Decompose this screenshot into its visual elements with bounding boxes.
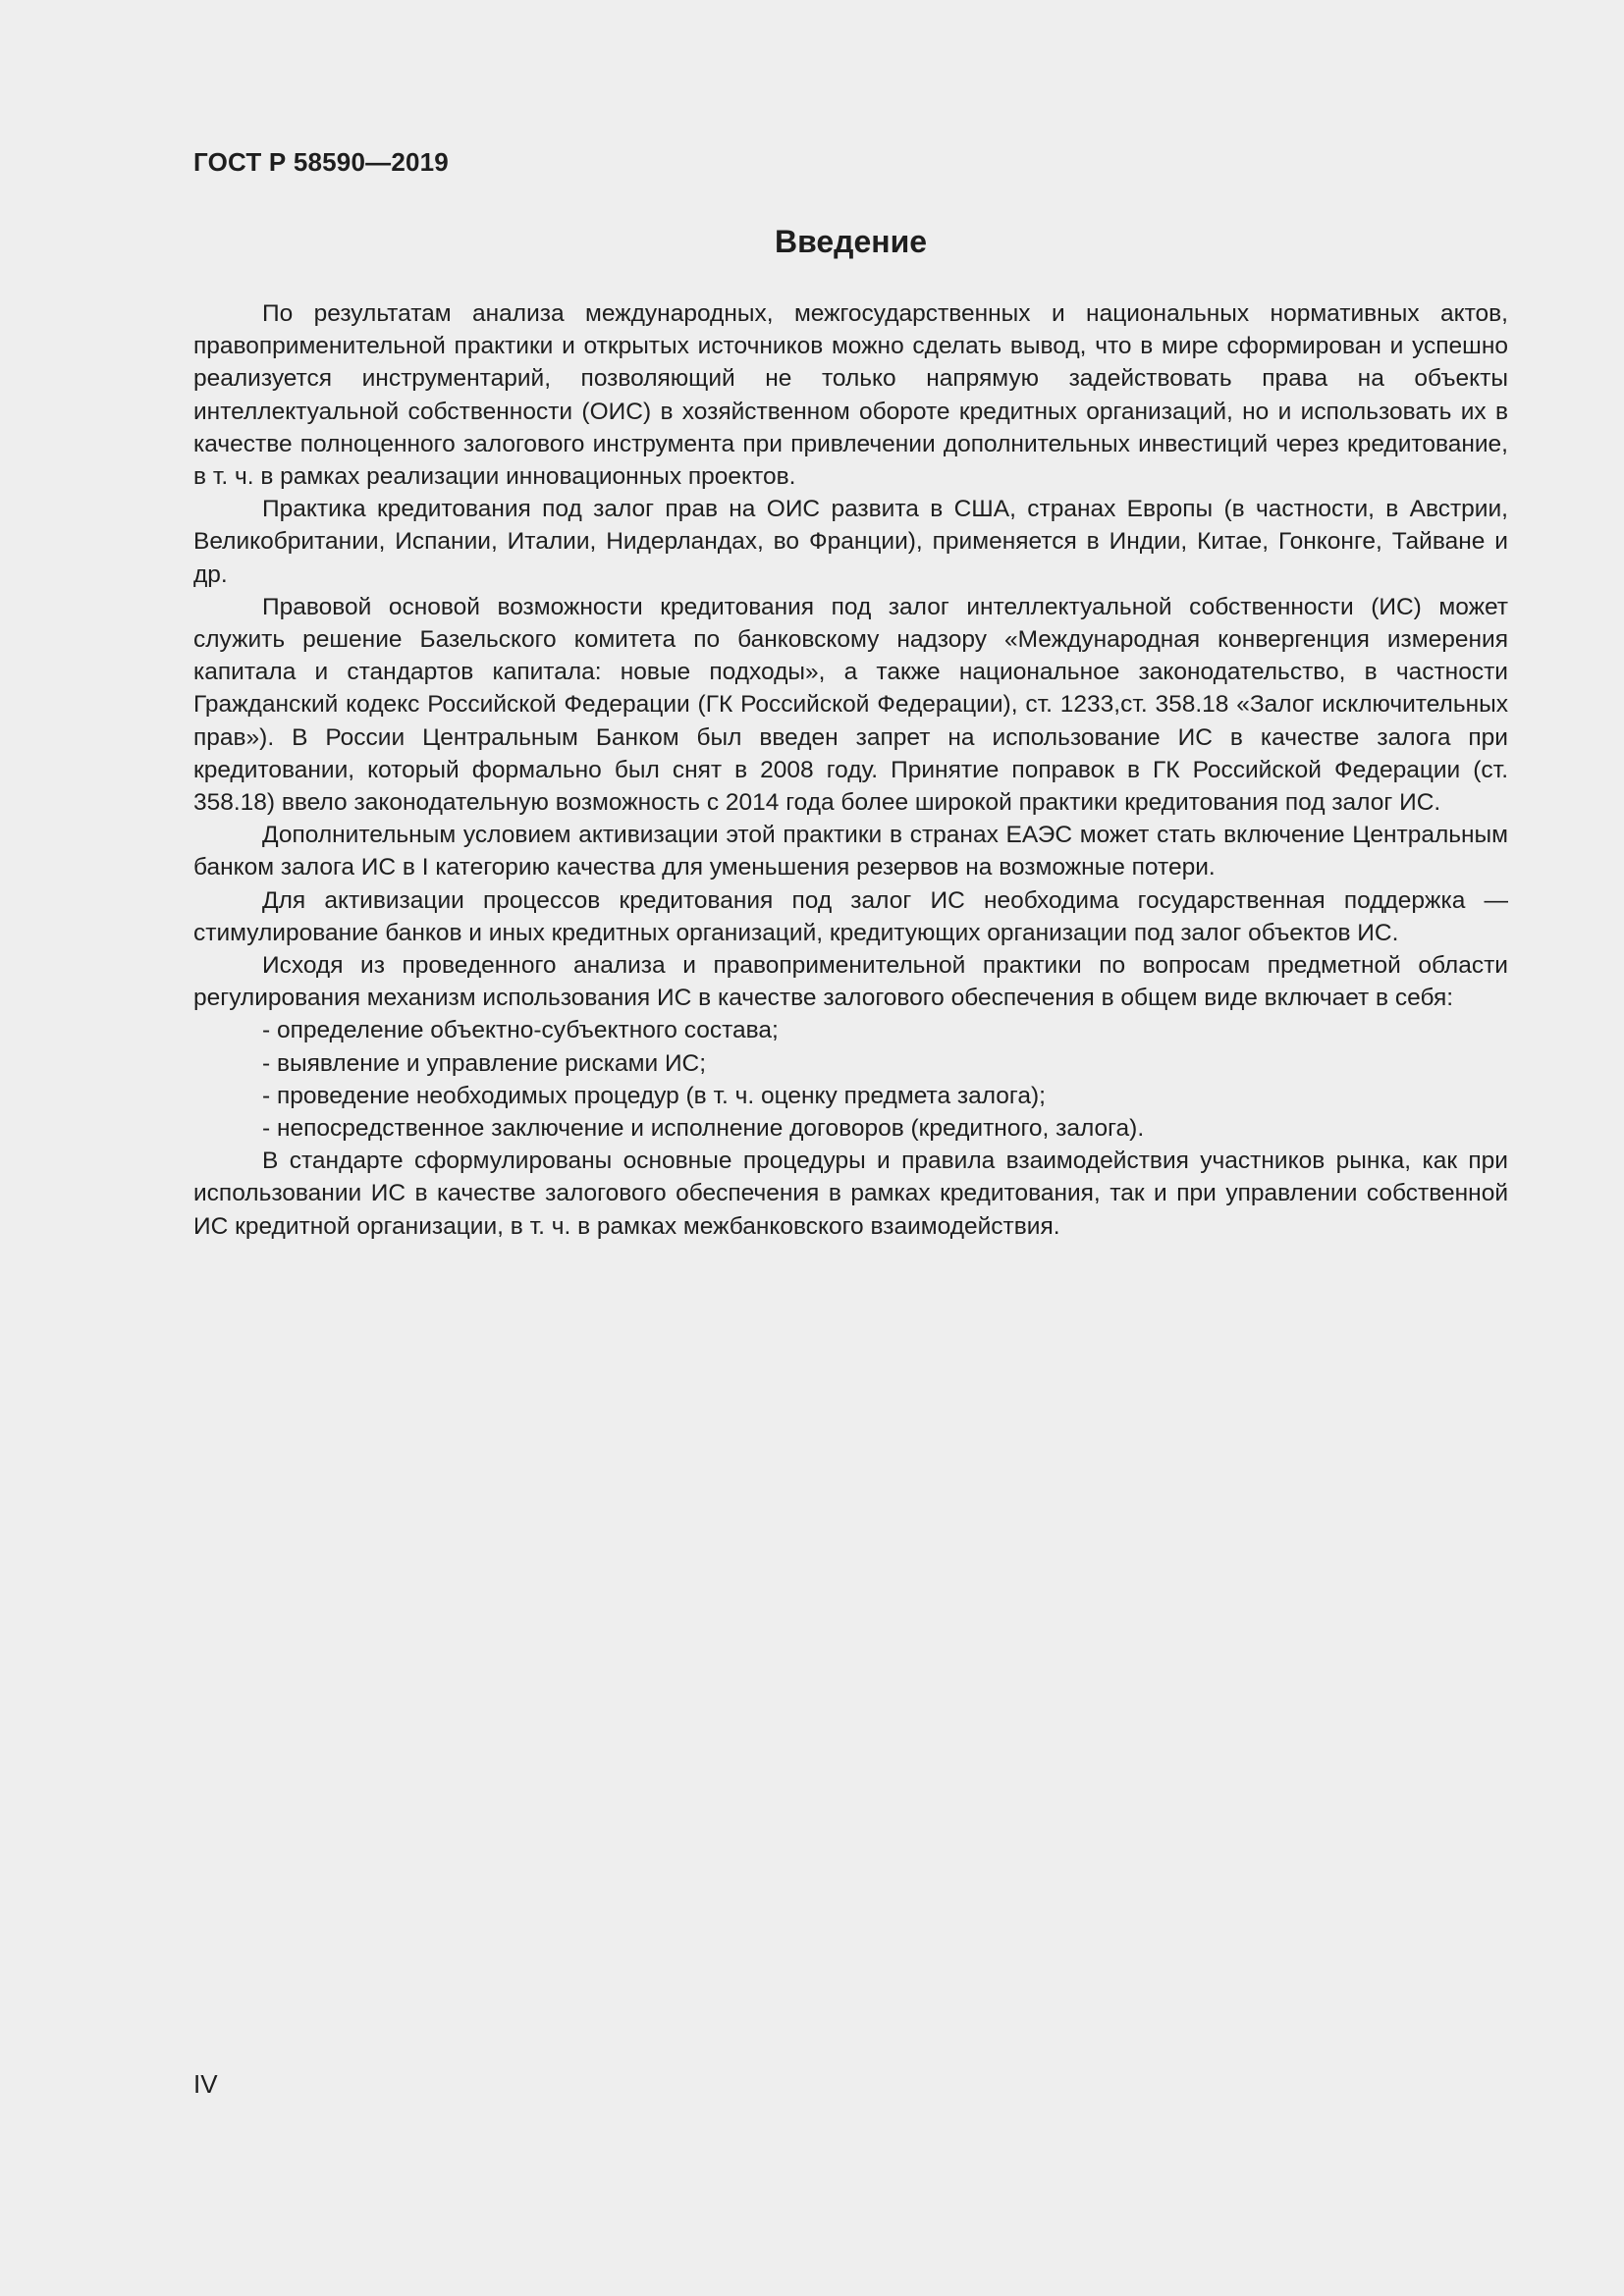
final-paragraph: В стандарте сформулированы основные процедуры и правила взаимодействия участников рынка, как при использовании ИС в качестве залогового обеспечения в рамках кредитования, так и при управлении собственной ИС кредитной организации, в т. ч. в рамках межбанковского взаимодействия. [193,1148,1508,1240]
paragraph: Дополнительным условием активизации этой практики в странах ЕАЭС может стать включение Центральным банком залога ИС в I категорию качества для уменьшения резервов на возможные потери. [193,822,1508,881]
section-title: Введение [774,224,928,259]
standard-header: ГОСТ Р 58590—2019 [193,147,449,177]
list-item: - определение объектно-субъектного состава; [262,1017,779,1044]
list-item: - проведение необходимых процедур (в т. ч. оценку предмета залога); [262,1082,1046,1109]
paragraph: По результатам анализа международных, межгосударственных и национальных нормативных актов, правоприменительной практики и открытых источников можно сделать вывод, что в мире сформирован и успешно реализуется инструментарий, позволяющий не только напрямую задействовать права на объекты интеллектуальной собственности (ОИС) в хозяйственном обороте кредитных организаций, но и использовать их в качестве полноценного залогового инструмента при привлечении дополнительных инвестиций через кредитование, в т. ч. в рамках реализации инновационных проектов. [193,300,1508,491]
mechanism-list [193,1014,1508,1145]
paragraph: Для активизации процессов кредитования под залог ИС необходима государственная поддержка — стимулирование банков и иных кредитных организаций, кредитующих организации под залог объектов ИС. [193,886,1508,946]
paragraph: Исходя из проведенного анализа и правоприменительной практики по вопросам предметной области регулирования механизм использования ИС в качестве залогового обеспечения в общем виде включает в себя: [193,952,1508,1012]
paragraph: Правовой основой возможности кредитования под залог интеллектуальной собственности (ИС) может служить решение Базельского комитета по банковскому надзору «Международная конвергенция измерения капитала и стандартов капитала: новые подходы», а также национальное законодательство, в частности Гражданский кодекс Российской Федерации (ГК Российской Федерации), ст. 1233,ст. 358.18 «Залог исключительных прав»). В России Центральным Банком был введен запрет на использование ИС в качестве залога при кредитовании, который формально был снят в 2008 году. Принятие поправок в ГК Российской Федерации (ст. 358.18) ввело законодательную возможность с 2014 года более широкой практики кредитования под залог ИС. [193,593,1508,817]
list-item: - непосредственное заключение и исполнение договоров (кредитного, залога). [262,1115,1145,1143]
body-text [193,297,1508,1243]
page-number: IV [193,2069,218,2099]
list-item: - выявление и управление рисками ИС; [262,1049,707,1077]
paragraph: Практика кредитования под залог прав на ОИС развита в США, странах Европы (в частности, в Австрии, Великобритании, Испании, Италии, Нидерландах, во Франции), применяется в Индии, Китае, Гонконге, Тайване и др. [193,496,1508,588]
